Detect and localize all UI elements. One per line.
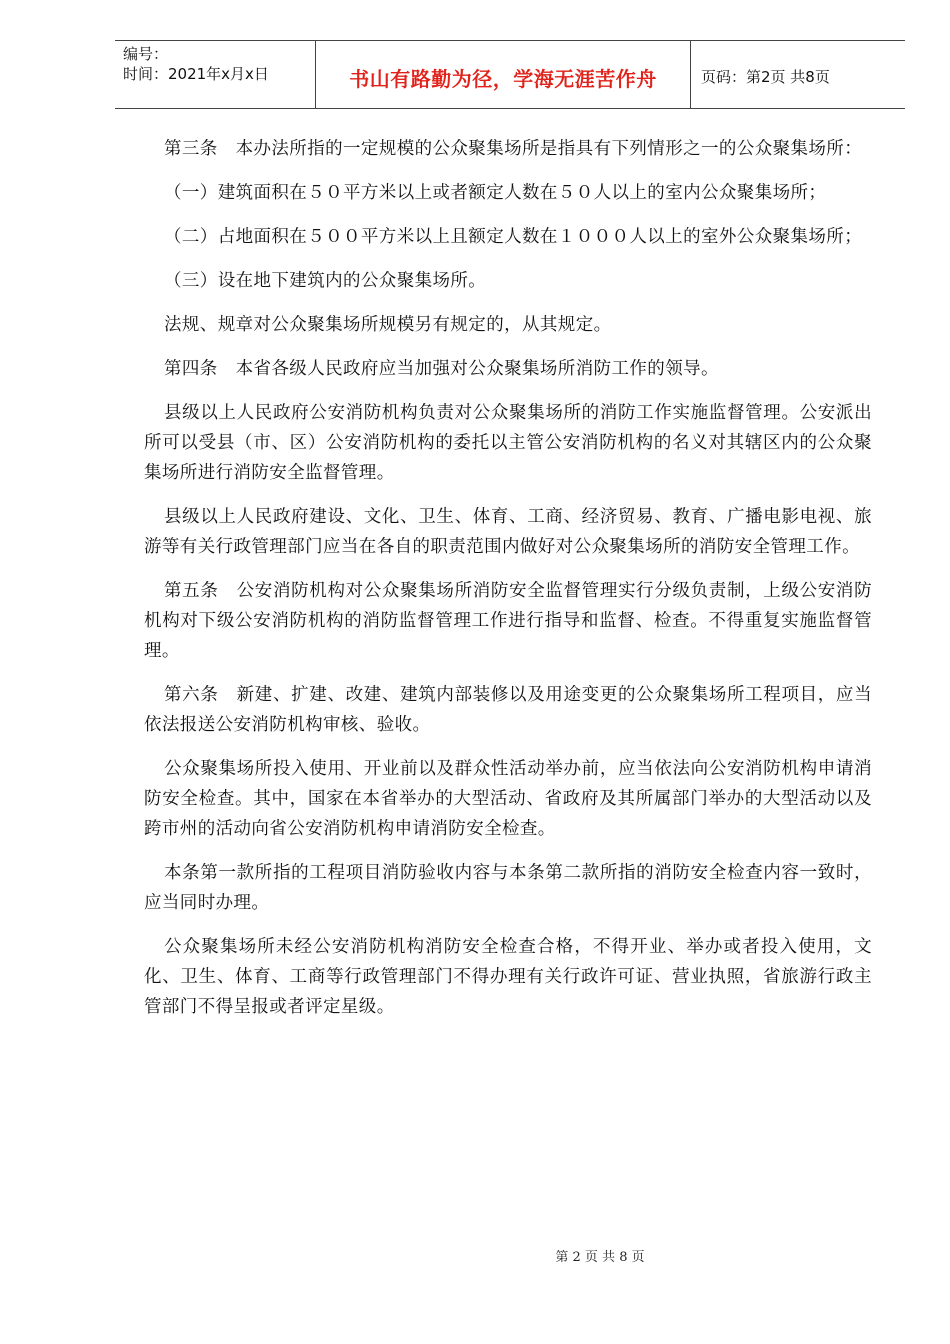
article-3-paragraph: 第三条 本办法所指的一定规模的公众聚集场所是指具有下列情形之一的公众聚集场所： xyxy=(164,139,863,159)
article-4-paragraph: 第四条 本省各级人民政府应当加强对公众聚集场所消防工作的领导。 xyxy=(164,359,719,379)
header-page-cell xyxy=(691,41,905,108)
clause-3-paragraph: （三）设在地下建筑内的公众聚集场所。 xyxy=(164,271,487,291)
page-footer xyxy=(0,1246,950,1265)
regulation-note-paragraph: 法规、规章对公众聚集场所规模另有规定的，从其规定。 xyxy=(164,315,612,335)
clause-2-paragraph: （二）占地面积在５００平方米以上且额定人数在１０００人以上的室外公众聚集场所； xyxy=(164,227,863,247)
footer-page-number: 第 2 页 共 8 页 xyxy=(555,1250,645,1265)
article-5-paragraph: 第五条 公安消防机构对公众聚集场所消防安全监督管理实行分级负责制，上级公安消防机构对下级公安消防机构的消防监督管理工作进行指导和监督、检查。不得重复实施监督管理。 xyxy=(144,581,872,661)
header-motto-cell xyxy=(315,41,691,108)
header-motto: 书山有路勤为径，学海无涯苦作舟 xyxy=(349,67,657,91)
document-time-label: 时间：2021年x月x日 xyxy=(123,65,269,83)
document-header xyxy=(115,40,905,109)
header-page-number: 页码：第2页 共8页 xyxy=(701,68,830,86)
document-body xyxy=(144,134,872,1036)
header-meta-cell xyxy=(115,41,315,108)
safety-inspection-paragraph: 公众聚集场所投入使用、开业前以及群众性活动举办前，应当依法向公安消防机构申请消防安全检查。其中，国家在本省举办的大型活动、省政府及其所属部门举办的大型活动以及跨市州的活动向省公安消防机构申请消防安全检查。 xyxy=(144,759,872,839)
administrative-departments-paragraph: 县级以上人民政府建设、文化、卫生、体育、工商、经济贸易、教育、广播电影电视、旅游等有关行政管理部门应当在各自的职责范围内做好对公众聚集场所的消防安全管理工作。 xyxy=(144,507,872,557)
document-number-label: 编号： xyxy=(123,45,169,63)
article-6-paragraph: 第六条 新建、扩建、改建、建筑内部装修以及用途变更的公众聚集场所工程项目，应当依法报送公安消防机构审核、验收。 xyxy=(144,685,872,735)
clause-1-paragraph: （一）建筑面积在５０平方米以上或者额定人数在５０人以上的室内公众聚集场所； xyxy=(164,183,827,203)
joint-processing-paragraph: 本条第一款所指的工程项目消防验收内容与本条第二款所指的消防安全检查内容一致时，应当同时办理。 xyxy=(144,863,872,913)
no-opening-paragraph: 公众聚集场所未经公安消防机构消防安全检查合格，不得开业、举办或者投入使用，文化、卫生、体育、工商等行政管理部门不得办理有关行政许可证、营业执照，省旅游行政主管部门不得呈报或者评定星级。 xyxy=(144,937,872,1017)
county-fire-agency-paragraph: 县级以上人民政府公安消防机构负责对公众聚集场所的消防工作实施监督管理。公安派出所可以受县（市、区）公安消防机构的委托以主管公安消防机构的名义对其辖区内的公众聚集场所进行消防安全监督管理。 xyxy=(144,403,872,483)
